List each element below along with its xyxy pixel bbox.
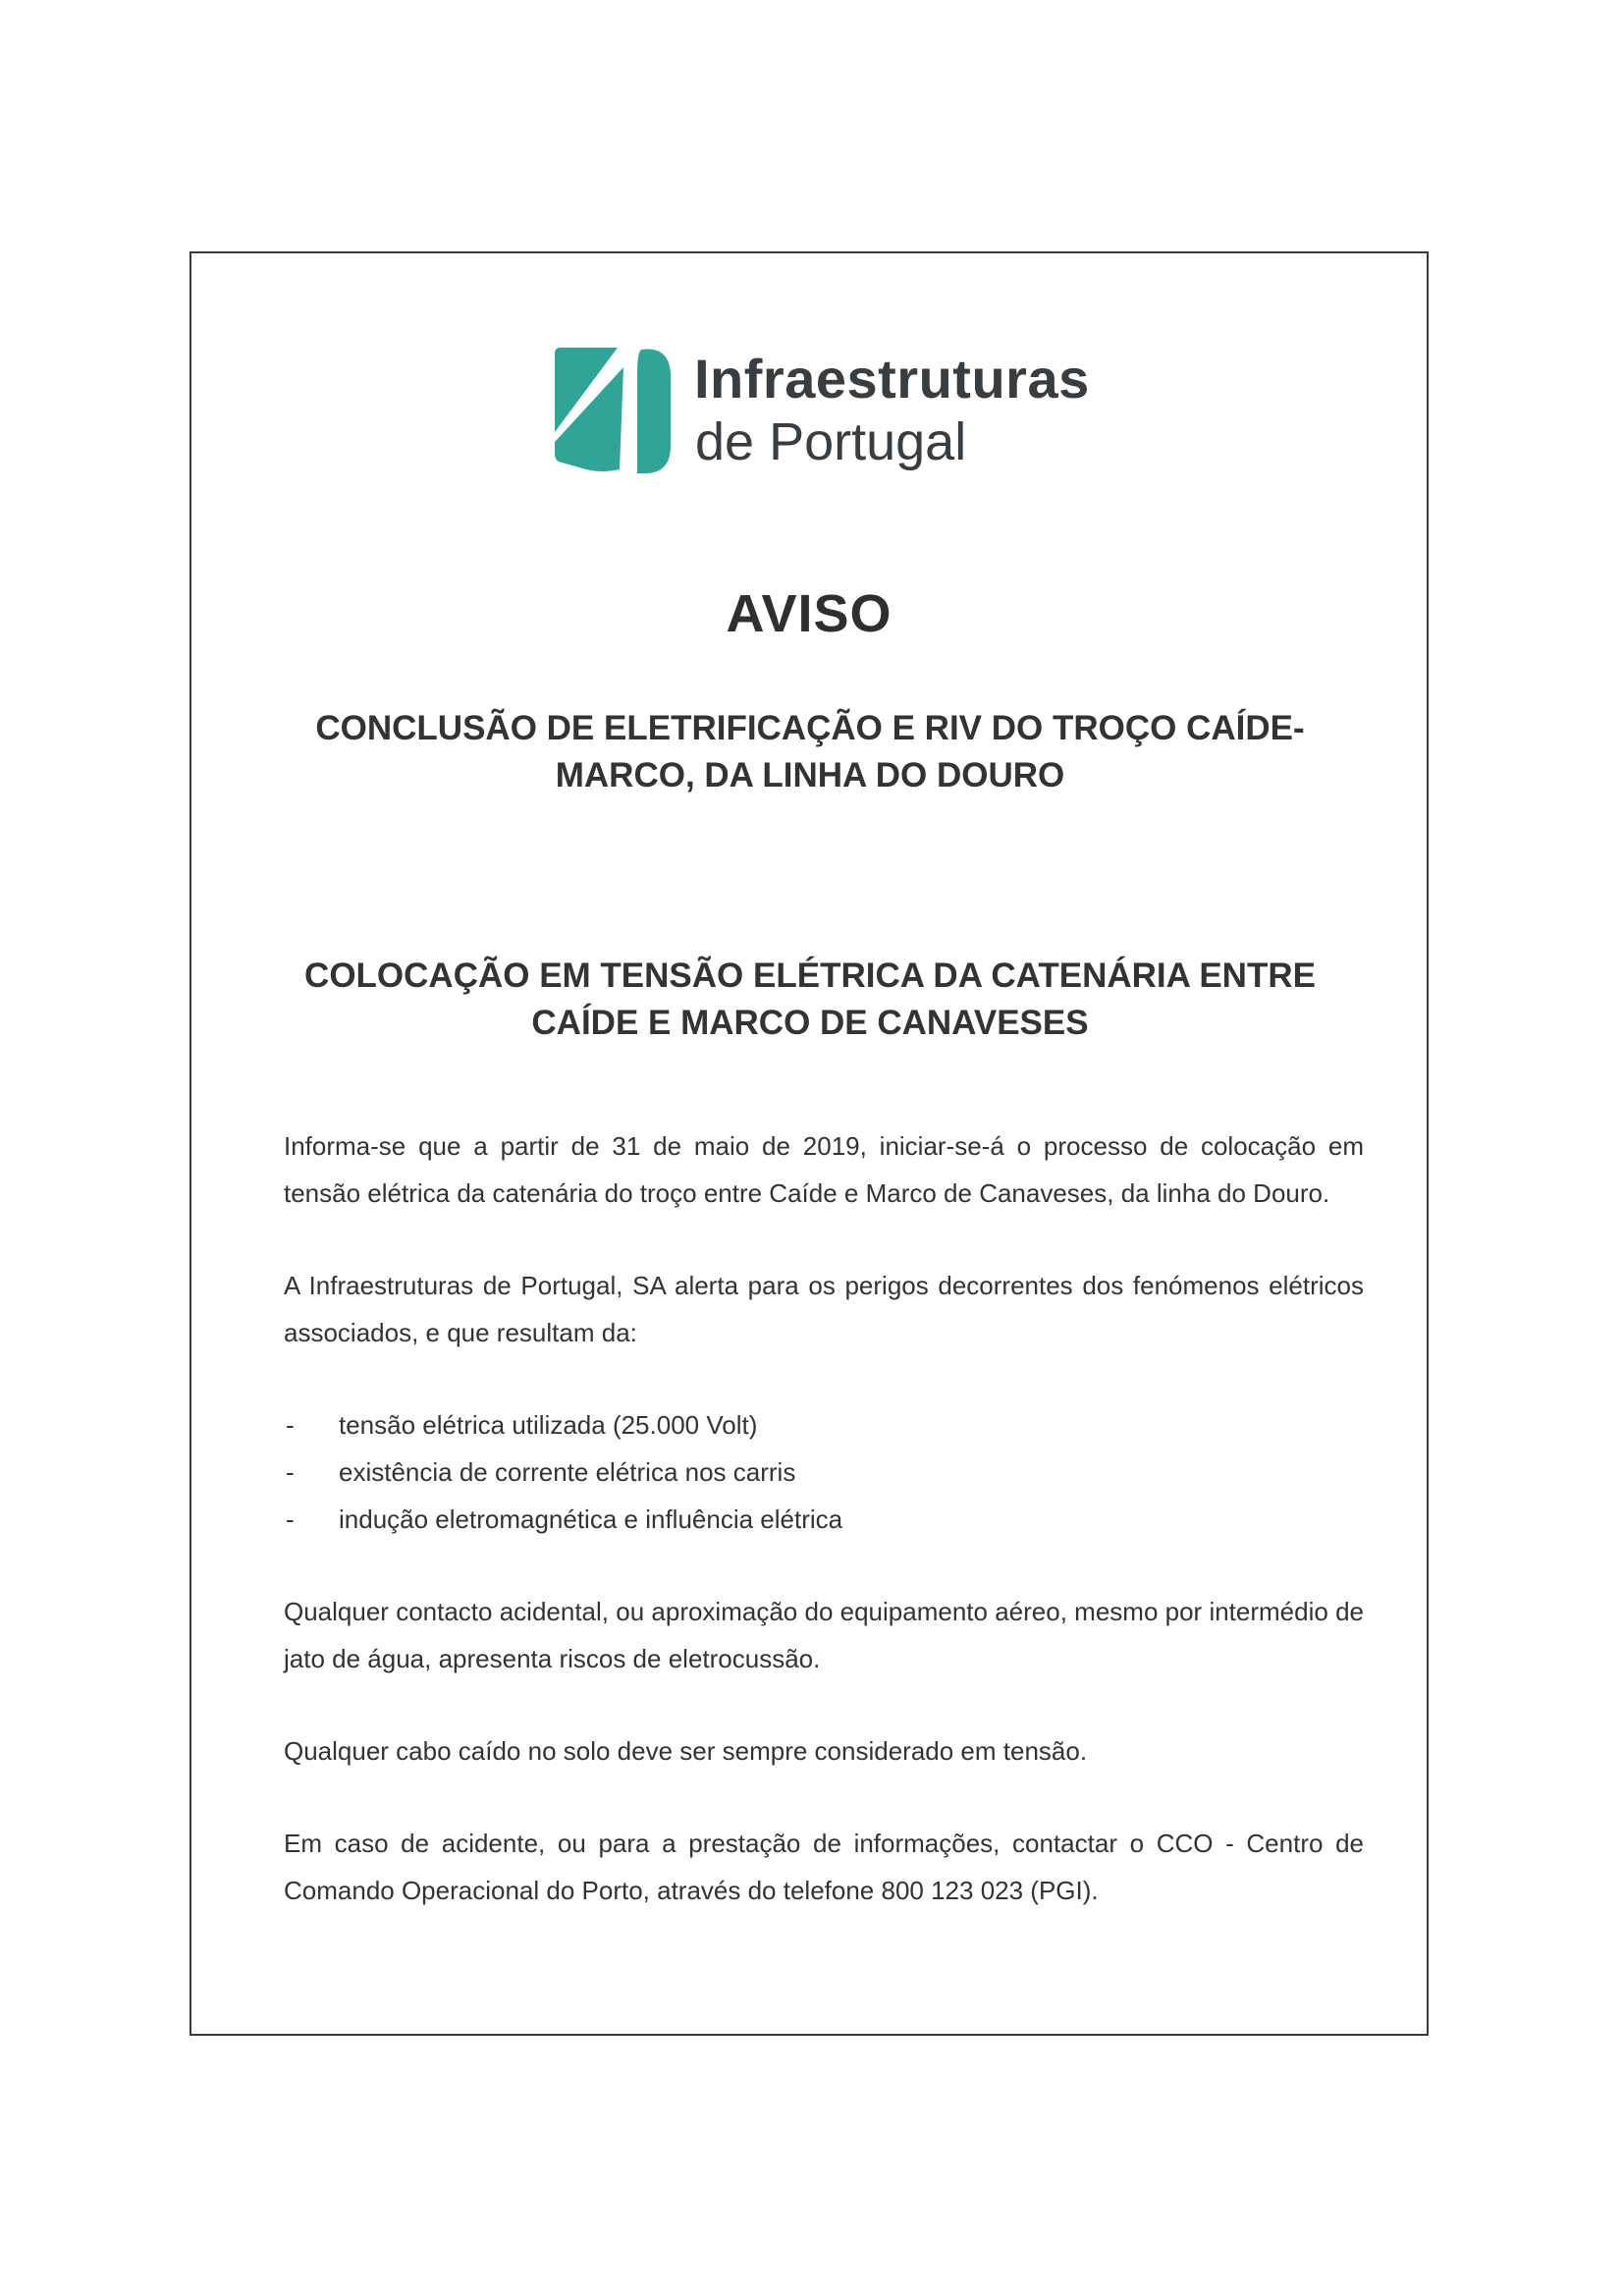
logo-text-line1: Infraestruturas <box>694 348 1090 410</box>
list-item-text: existência de corrente elétrica nos carris <box>339 1457 796 1487</box>
paragraph-contact: Em caso de acidente, ou para a prestação de informações, contactar o CCO - Centro de Comando Operacional do Porto, através do telefone 800 123 023 (PGI). <box>284 1829 1364 1905</box>
logo <box>547 344 1090 479</box>
notice-title: CONCLUSÃO DE ELETRIFICAÇÃO E RIV DO TROÇO CAÍDE-MARCO, DA LINHA DO DOURO <box>315 709 1305 794</box>
list-bullet: - <box>286 1457 295 1487</box>
hazard-list <box>284 1401 1364 1543</box>
paragraph-warning: A Infraestruturas de Portugal, SA alerta para os perigos decorrentes dos fenómenos elétricos associados, e que resultam da: <box>284 1271 1364 1347</box>
list-item-text: indução eletromagnética e influência elétrica <box>339 1504 843 1534</box>
paragraph-risk: Qualquer contacto acidental, ou aproximação do equipamento aéreo, mesmo por intermédio de jato de água, apresenta riscos de eletrocussão. <box>284 1597 1364 1673</box>
notice-subtitle: COLOCAÇÃO EM TENSÃO ELÉTRICA DA CATENÁRIA ENTRE CAÍDE E MARCO DE CANAVESES <box>304 957 1316 1042</box>
list-bullet: - <box>286 1504 295 1534</box>
paragraph-intro: Informa-se que a partir de 31 de maio de 2019, iniciar-se-á o processo de colocação em tensão elétrica da catenária do troço entre Caíde e Marco de Canaveses, da linha do Douro. <box>284 1131 1364 1208</box>
list-item-text: tensão elétrica utilizada (25.000 Volt) <box>339 1410 758 1440</box>
list-item <box>284 1449 1364 1496</box>
list-item <box>284 1401 1364 1449</box>
logo-text-line2: de Portugal <box>695 412 967 471</box>
logo-mark-icon <box>547 344 676 475</box>
list-bullet: - <box>286 1410 295 1440</box>
list-item <box>284 1496 1364 1543</box>
paragraph-cable: Qualquer cabo caído no solo deve ser sempre considerado em tensão. <box>284 1736 1088 1766</box>
notice-body <box>284 1122 1364 1914</box>
notice-heading: AVISO <box>726 584 893 643</box>
